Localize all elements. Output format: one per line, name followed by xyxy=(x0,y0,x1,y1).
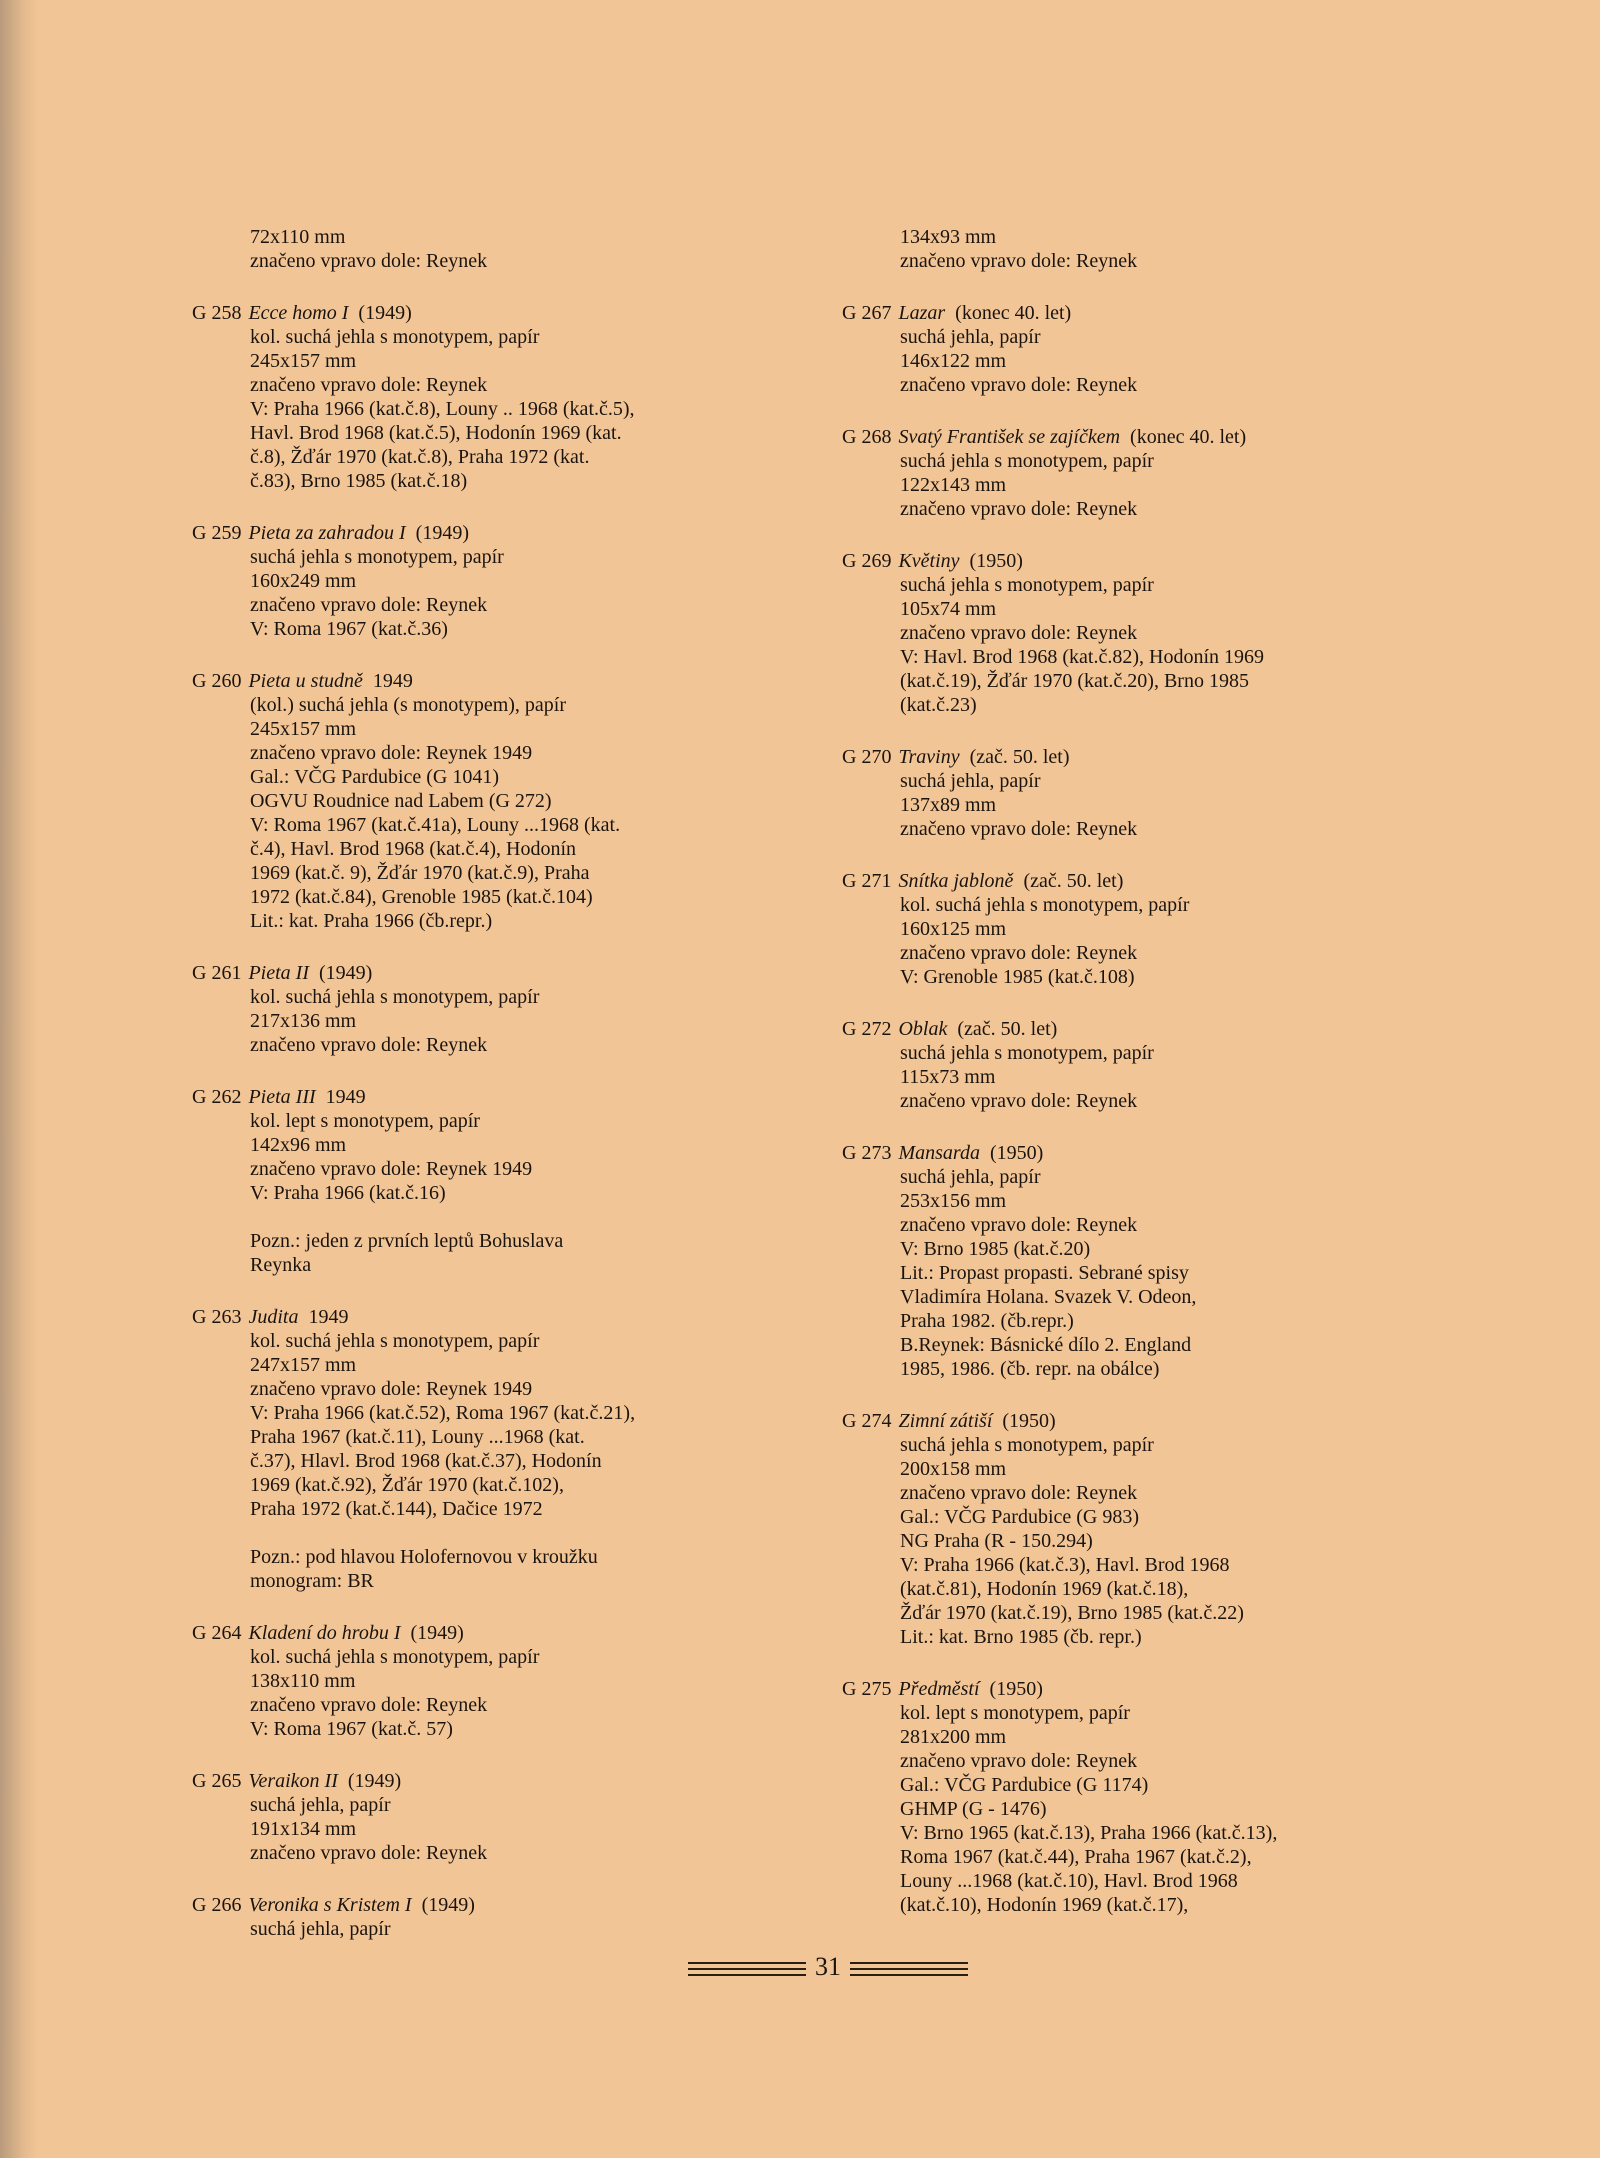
catalog-entry xyxy=(192,1085,752,1277)
catalog-entry xyxy=(842,1677,1402,1917)
entry-line: kol. suchá jehla s monotypem, papír xyxy=(250,326,540,348)
entry-heading xyxy=(192,1621,752,1645)
entry-heading xyxy=(842,1141,1402,1165)
entry-number: G 268 xyxy=(842,426,892,448)
entry-title: Veraikon II xyxy=(248,1770,338,1792)
entry-line: Lit.: kat. Brno 1985 (čb. repr.) xyxy=(900,1626,1142,1648)
entry-line: (kat.č.19), Žďár 1970 (kat.č.20), Brno 1985 xyxy=(900,670,1249,692)
right-column xyxy=(842,225,1402,1945)
entry-date: (1949) xyxy=(318,962,373,984)
entry-line: OGVU Roudnice nad Labem (G 272) xyxy=(250,790,552,812)
entry-date: (1949) xyxy=(415,522,469,544)
entry-title: Pieta II xyxy=(248,962,309,984)
catalog-entry xyxy=(192,669,752,933)
entry-date: (zač. 50. let) xyxy=(969,746,1070,768)
entry-line: značeno vpravo dole: Reynek xyxy=(250,594,488,616)
entry-line: suchá jehla, papír xyxy=(900,770,1041,792)
entry-heading xyxy=(192,1085,752,1109)
entry-date: 1949 xyxy=(308,1306,349,1328)
entry-date: (zač. 50. let) xyxy=(1023,870,1124,892)
entry-line: kol. lept s monotypem, papír xyxy=(250,1110,480,1132)
catalog-entry xyxy=(192,1769,752,1865)
entry-line: (kat.č.10), Hodonín 1969 (kat.č.17), xyxy=(900,1894,1189,1916)
entry-note-line: Pozn.: jeden z prvních leptů Bohuslava xyxy=(250,1230,564,1252)
entry-line: 160x249 mm xyxy=(250,570,357,592)
entry-line: 247x157 mm xyxy=(250,1354,357,1376)
entry-title: Traviny xyxy=(898,746,960,768)
entry-date: (1949) xyxy=(358,302,412,324)
entry-number: G 265 xyxy=(192,1770,242,1792)
entry-line: kol. lept s monotypem, papír xyxy=(900,1702,1130,1724)
entry-number: G 262 xyxy=(192,1086,242,1108)
entry-date: (konec 40. let) xyxy=(1130,426,1247,448)
entry-line: značeno vpravo dole: Reynek xyxy=(250,1034,488,1056)
entry-line: 137x89 mm xyxy=(900,794,997,816)
entry-date: 1949 xyxy=(325,1086,366,1108)
entry-line: (kat.č.23) xyxy=(900,694,977,716)
entry-heading xyxy=(192,521,752,545)
entry-line: suchá jehla, papír xyxy=(900,326,1041,348)
entry-line: č.83), Brno 1985 (kat.č.18) xyxy=(250,470,468,492)
entry-date: (1950) xyxy=(1002,1410,1056,1432)
entry-line: Lit.: kat. Praha 1966 (čb.repr.) xyxy=(250,910,493,932)
entry-number: G 270 xyxy=(842,746,892,768)
entry-date: (zač. 50. let) xyxy=(957,1018,1058,1040)
entry-number: G 275 xyxy=(842,1678,892,1700)
entry-line: značeno vpravo dole: Reynek xyxy=(900,374,1138,396)
entry-title: Judita xyxy=(248,1306,299,1328)
note-gap xyxy=(192,1205,752,1229)
entry-title: Oblak xyxy=(898,1018,948,1040)
entry-date: (1950) xyxy=(989,1142,1044,1164)
entry-line: V: Brno 1965 (kat.č.13), Praha 1966 (kat.č.13), xyxy=(900,1822,1278,1844)
entry-date: (1949) xyxy=(347,1770,402,1792)
entry-number: G 260 xyxy=(192,670,242,692)
continuation-line: 134x93 mm xyxy=(900,226,997,248)
entry-title: Lazar xyxy=(898,302,946,324)
entry-line: 1969 (kat.č.92), Žďár 1970 (kat.č.102), xyxy=(250,1474,564,1496)
continuation-line: 72x110 mm xyxy=(250,226,346,248)
entry-title: Předměstí xyxy=(898,1678,980,1700)
entry-line: 122x143 mm xyxy=(900,474,1007,496)
continuation-line: značeno vpravo dole: Reynek xyxy=(900,250,1138,272)
entry-number: G 261 xyxy=(192,962,242,984)
entry-note-line: monogram: BR xyxy=(250,1570,374,1592)
entry-line: Žďár 1970 (kat.č.19), Brno 1985 (kat.č.22) xyxy=(900,1602,1244,1624)
catalog-entry xyxy=(842,301,1402,397)
entry-title: Květiny xyxy=(898,550,960,572)
entry-heading xyxy=(842,549,1402,573)
entry-line: značeno vpravo dole: Reynek xyxy=(900,1090,1138,1112)
entry-line: Vladimíra Holana. Svazek V. Odeon, xyxy=(900,1286,1197,1308)
continuation-line: značeno vpravo dole: Reynek xyxy=(250,250,488,272)
entry-number: G 266 xyxy=(192,1894,242,1916)
entry-line: 245x157 mm xyxy=(250,718,357,740)
catalog-entry xyxy=(192,961,752,1057)
entry-line: 1969 (kat.č. 9), Žďár 1970 (kat.č.9), Praha xyxy=(250,862,590,884)
entry-title: Ecce homo I xyxy=(248,302,349,324)
entry-line: kol. suchá jehla s monotypem, papír xyxy=(900,894,1190,916)
entry-number: G 273 xyxy=(842,1142,892,1164)
entry-line: V: Praha 1966 (kat.č.3), Havl. Brod 1968 xyxy=(900,1554,1230,1576)
catalog-entry xyxy=(842,1141,1402,1381)
entry-number: G 264 xyxy=(192,1622,242,1644)
catalog-entry xyxy=(192,521,752,641)
catalog-entry xyxy=(842,549,1402,717)
entry-title: Pieta za zahradou I xyxy=(248,522,406,544)
entry-title: Veronika s Kristem I xyxy=(248,1894,412,1916)
entry-line: suchá jehla, papír xyxy=(900,1166,1041,1188)
entry-line: 217x136 mm xyxy=(250,1010,357,1032)
entry-heading xyxy=(192,1305,752,1329)
catalog-entry xyxy=(192,1621,752,1741)
entry-line: V: Roma 1967 (kat.č. 57) xyxy=(250,1718,453,1740)
catalog-entry xyxy=(842,745,1402,841)
catalog-entry xyxy=(842,1017,1402,1113)
entry-line: značeno vpravo dole: Reynek 1949 xyxy=(250,1378,533,1400)
entry-line: 200x158 mm xyxy=(900,1458,1007,1480)
entry-line: Louny ...1968 (kat.č.10), Havl. Brod 1968 xyxy=(900,1870,1238,1892)
entry-line: suchá jehla, papír xyxy=(250,1918,391,1940)
entry-line: suchá jehla s monotypem, papír xyxy=(900,574,1154,596)
entry-title: Pieta u studně xyxy=(248,670,363,692)
entry-line: č.4), Havl. Brod 1968 (kat.č.4), Hodonín xyxy=(250,838,577,860)
entry-heading xyxy=(842,1409,1402,1433)
entry-line: 281x200 mm xyxy=(900,1726,1007,1748)
entry-line: B.Reynek: Básnické dílo 2. England xyxy=(900,1334,1192,1356)
footer-rule-right xyxy=(850,1962,968,1980)
entry-title: Svatý František se zajíčkem xyxy=(898,426,1121,448)
entry-line: 253x156 mm xyxy=(900,1190,1007,1212)
entry-note-line: Reynka xyxy=(250,1254,312,1276)
entry-line: 191x134 mm xyxy=(250,1818,357,1840)
entry-line: značeno vpravo dole: Reynek xyxy=(250,374,488,396)
entry-title: Kladení do hrobu I xyxy=(248,1622,401,1644)
entry-line: 1972 (kat.č.84), Grenoble 1985 (kat.č.104) xyxy=(250,886,593,908)
catalog-entry xyxy=(842,869,1402,989)
entry-line: značeno vpravo dole: Reynek xyxy=(900,1214,1138,1236)
page-footer xyxy=(0,1950,1600,1990)
entry-line: č.37), Hlavl. Brod 1968 (kat.č.37), Hodonín xyxy=(250,1450,602,1472)
continuation-block xyxy=(192,225,752,273)
entry-line: 146x122 mm xyxy=(900,350,1007,372)
entry-line: V: Havl. Brod 1968 (kat.č.82), Hodonín 1969 xyxy=(900,646,1265,668)
entry-number: G 272 xyxy=(842,1018,892,1040)
entry-number: G 259 xyxy=(192,522,242,544)
entry-heading xyxy=(842,301,1402,325)
entry-line: 160x125 mm xyxy=(900,918,1007,940)
entry-number: G 271 xyxy=(842,870,892,892)
entry-line: značeno vpravo dole: Reynek xyxy=(900,622,1138,644)
catalog-entry xyxy=(192,1893,752,1941)
entry-date: (1950) xyxy=(969,550,1023,572)
note-gap xyxy=(192,1521,752,1545)
entry-title: Pieta III xyxy=(248,1086,316,1108)
entry-number: G 267 xyxy=(842,302,892,324)
entry-line: NG Praha (R - 150.294) xyxy=(900,1530,1093,1552)
left-column xyxy=(192,225,752,1969)
entry-line: kol. suchá jehla s monotypem, papír xyxy=(250,986,540,1008)
entry-heading xyxy=(842,1677,1402,1701)
entry-line: č.8), Žďár 1970 (kat.č.8), Praha 1972 (kat. xyxy=(250,446,590,468)
entry-heading xyxy=(842,425,1402,449)
entry-line: Gal.: VČG Pardubice (G 983) xyxy=(900,1506,1140,1528)
entry-heading xyxy=(842,745,1402,769)
entry-line: suchá jehla s monotypem, papír xyxy=(900,1434,1154,1456)
catalog-entry xyxy=(192,301,752,493)
entry-line: kol. suchá jehla s monotypem, papír xyxy=(250,1330,540,1352)
entry-line: značeno vpravo dole: Reynek xyxy=(250,1694,488,1716)
entry-line: Gal.: VČG Pardubice (G 1174) xyxy=(900,1774,1149,1796)
entry-line: Roma 1967 (kat.č.44), Praha 1967 (kat.č.2), xyxy=(900,1846,1252,1868)
entry-line: 1985, 1986. (čb. repr. na obálce) xyxy=(900,1358,1160,1380)
entry-date: (1949) xyxy=(421,1894,475,1916)
entry-line: značeno vpravo dole: Reynek xyxy=(900,498,1138,520)
entry-number: G 269 xyxy=(842,550,892,572)
entry-line: 245x157 mm xyxy=(250,350,357,372)
entry-line: Lit.: Propast propasti. Sebrané spisy xyxy=(900,1262,1189,1284)
entry-line: suchá jehla s monotypem, papír xyxy=(250,546,504,568)
entry-line: GHMP (G - 1476) xyxy=(900,1798,1047,1820)
entry-line: V: Brno 1985 (kat.č.20) xyxy=(900,1238,1091,1260)
entry-line: V: Praha 1966 (kat.č.52), Roma 1967 (kat.č.21), xyxy=(250,1402,636,1424)
footer-rule-left xyxy=(688,1962,806,1980)
entry-line: značeno vpravo dole: Reynek xyxy=(900,1750,1138,1772)
entry-date: (1949) xyxy=(410,1622,464,1644)
page-number: 31 xyxy=(815,1952,841,1981)
entry-line: V: Grenoble 1985 (kat.č.108) xyxy=(900,966,1135,988)
entry-line: Praha 1967 (kat.č.11), Louny ...1968 (kat. xyxy=(250,1426,585,1448)
entry-line: značeno vpravo dole: Reynek xyxy=(250,1842,488,1864)
entry-line: 105x74 mm xyxy=(900,598,997,620)
entry-line: Havl. Brod 1968 (kat.č.5), Hodonín 1969 (kat. xyxy=(250,422,622,444)
entry-line: značeno vpravo dole: Reynek 1949 xyxy=(250,742,533,764)
entry-number: G 274 xyxy=(842,1410,892,1432)
entry-line: značeno vpravo dole: Reynek xyxy=(900,818,1138,840)
entry-date: 1949 xyxy=(372,670,413,692)
catalog-entry xyxy=(842,1409,1402,1649)
entry-line: Praha 1982. (čb.repr.) xyxy=(900,1310,1074,1332)
page-binding-shadow xyxy=(0,0,38,2158)
entry-heading xyxy=(192,1893,752,1917)
entry-heading xyxy=(192,1769,752,1793)
entry-line: značeno vpravo dole: Reynek xyxy=(900,942,1138,964)
entry-heading xyxy=(842,869,1402,893)
entry-line: 142x96 mm xyxy=(250,1134,347,1156)
entry-line: 138x110 mm xyxy=(250,1670,356,1692)
entry-title: Snítka jabloně xyxy=(898,870,1014,892)
entry-line: suchá jehla s monotypem, papír xyxy=(900,450,1154,472)
entry-line: (kol.) suchá jehla (s monotypem), papír xyxy=(250,694,567,716)
entry-number: G 258 xyxy=(192,302,242,324)
entry-line: suchá jehla, papír xyxy=(250,1794,391,1816)
catalog-entry xyxy=(192,1305,752,1593)
entry-number: G 263 xyxy=(192,1306,242,1328)
continuation-block xyxy=(842,225,1402,273)
entry-line: Praha 1972 (kat.č.144), Dačice 1972 xyxy=(250,1498,543,1520)
entry-heading xyxy=(192,301,752,325)
entry-line: 115x73 mm xyxy=(900,1066,996,1088)
entry-line: Gal.: VČG Pardubice (G 1041) xyxy=(250,766,500,788)
entry-line: V: Roma 1967 (kat.č.36) xyxy=(250,618,448,640)
entry-heading xyxy=(192,669,752,693)
entry-line: suchá jehla s monotypem, papír xyxy=(900,1042,1154,1064)
entry-line: V: Praha 1966 (kat.č.16) xyxy=(250,1182,446,1204)
entry-title: Zimní zátiší xyxy=(898,1410,993,1432)
entry-note-line: Pozn.: pod hlavou Holofernovou v kroužku xyxy=(250,1546,598,1568)
entry-line: V: Roma 1967 (kat.č.41a), Louny ...1968 (kat. xyxy=(250,814,621,836)
entry-line: (kat.č.81), Hodonín 1969 (kat.č.18), xyxy=(900,1578,1189,1600)
entry-date: (konec 40. let) xyxy=(955,302,1072,324)
entry-heading xyxy=(192,961,752,985)
entry-title: Mansarda xyxy=(898,1142,980,1164)
entry-line: V: Praha 1966 (kat.č.8), Louny .. 1968 (kat.č.5), xyxy=(250,398,635,420)
entry-line: kol. suchá jehla s monotypem, papír xyxy=(250,1646,540,1668)
catalog-entry xyxy=(842,425,1402,521)
entry-line: značeno vpravo dole: Reynek xyxy=(900,1482,1138,1504)
entry-date: (1950) xyxy=(989,1678,1043,1700)
entry-heading xyxy=(842,1017,1402,1041)
entry-line: značeno vpravo dole: Reynek 1949 xyxy=(250,1158,533,1180)
